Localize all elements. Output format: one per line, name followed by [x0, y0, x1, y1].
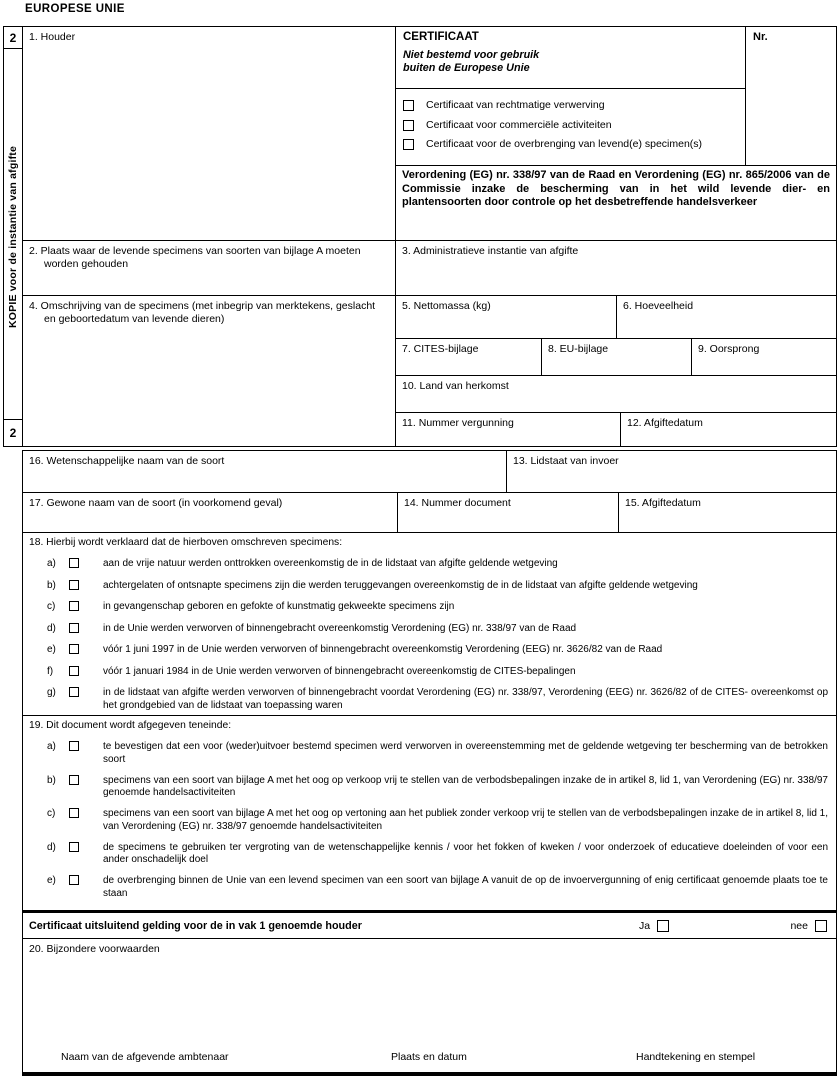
box-9-label: 9. Oorsprong: [698, 343, 760, 355]
box-16-wetenschappelijke-naam: [23, 451, 507, 492]
box-8-eu-bijlage: [542, 339, 692, 375]
page-title: EUROPESE UNIE: [25, 3, 125, 15]
s19-a-text: te bevestigen dat een voor (weder)uitvoer bestemd specimen werd verworven in overeenstemming met de geldende wetgeving ter bescherming van de betrokken soort: [103, 741, 828, 765]
s18-e-letter: e): [47, 644, 56, 655]
copy-destination-label: KOPIE voor de instantie van afgifte: [7, 145, 19, 328]
box-7-cites-bijlage: [396, 339, 542, 375]
row-bijlagen-oorsprong: [396, 339, 836, 376]
s19-item-b: [29, 775, 830, 800]
box-7-label: 7. CITES-bijlage: [402, 343, 479, 355]
box-13-lidstaat-van-invoer: [507, 451, 836, 492]
s19-b-checkbox[interactable]: [69, 775, 79, 785]
s19-b-text: specimens van een soort van bijlage A met het oog op verkoop vrij te stellen van de verbodsbepalingen inzake de in artikel 8, lid 1, van Verordening (EG) nr. 338/97 genoemde handelsactiviteiten: [103, 774, 828, 798]
certificaat-title-and-types: [396, 27, 746, 165]
s19-d-letter: d): [47, 841, 56, 853]
cert-type-option-2: [401, 119, 738, 132]
box-11-label: 11. Nummer vergunning: [402, 417, 514, 429]
box-2-label: 2. Plaats waar de levende specimens van soorten van bijlage A moeten worden gehouden: [29, 245, 361, 270]
s19-d-checkbox-cell: [69, 842, 103, 867]
certificaat-subtitle-line2: buiten de Europese Unie: [403, 62, 530, 74]
box-14-nummer-document: [398, 493, 619, 532]
exclusivity-no-group: [790, 913, 827, 938]
upper-main-area: [23, 27, 836, 446]
s19-a-checkbox-cell: [69, 741, 103, 766]
s18-f-text: vóór 1 januari 1984 in de Unie werden verworven of binnengebracht overeenkomstig de CITES-bepalingen: [103, 665, 576, 677]
signature-place-label: Plaats en datum: [391, 1051, 467, 1063]
s19-c-checkbox-cell: [69, 808, 103, 833]
copy-number-bottom: 2: [4, 419, 22, 446]
s18-item-b: [29, 580, 830, 593]
s19-b-checkbox-cell: [69, 775, 103, 800]
box-8-label: 8. EU-bijlage: [548, 343, 609, 355]
s18-a-text: aan de vrije natuur werden onttrokken overeenkomstig de in de lidstaat van afgifte geldende wetgeving: [103, 558, 558, 569]
section-18-verklaring: [23, 533, 836, 716]
s18-item-c: [29, 601, 830, 614]
row-houder-certificaat: [23, 27, 836, 241]
s19-item-c: [29, 808, 830, 833]
box-17-label: 17. Gewone naam van de soort (in voorkomend geval): [29, 497, 283, 509]
s18-c-text: in gevangenschap geboren en gefokte of kunstmatig gekweekte specimens zijn: [103, 601, 455, 612]
s18-d-letter: d): [47, 622, 56, 634]
box-20-bijzondere-voorwaarden: [23, 939, 836, 1072]
s18-a-checkbox-cell: [69, 558, 103, 571]
row-wetnaam-lidstaat: [23, 451, 836, 493]
certificaat-type-options: [396, 89, 745, 165]
section-18-intro: 18. Hierbij wordt verklaard dat de hierboven omschreven specimens:: [29, 537, 343, 548]
row-gewnaam-document: [23, 493, 836, 533]
s18-c-checkbox[interactable]: [69, 601, 79, 611]
s19-e-checkbox-cell: [69, 875, 103, 900]
s18-item-g: [29, 687, 830, 712]
s18-c-letter: c): [47, 601, 56, 612]
exclusivity-label: Certificaat uitsluitend gelding voor de in vak 1 genoemde houder: [29, 919, 362, 932]
certificaat-header-area: [396, 27, 836, 166]
s18-e-checkbox-cell: [69, 644, 103, 657]
row-nettomassa-hoeveelheid: [396, 296, 836, 339]
s18-item-e: [29, 644, 830, 657]
nr-label: Nr.: [753, 31, 768, 43]
s18-d-checkbox-cell: [69, 623, 103, 636]
certificaat-title-block: [396, 27, 745, 89]
s19-d-checkbox[interactable]: [69, 842, 79, 852]
box-1-houder: [23, 27, 396, 240]
s18-b-text: achtergelaten of ontsnapte specimens zijn die werden teruggevangen overeenkomstig de in de lidstaat van afgifte geldende wetgeving: [103, 579, 698, 591]
s18-g-checkbox-cell: [69, 687, 103, 712]
box-15-label: 15. Afgiftedatum: [625, 497, 701, 509]
cert-type-2-checkbox[interactable]: [403, 120, 414, 131]
s19-item-e: [29, 875, 830, 900]
s19-c-text: specimens van een soort van bijlage A met het oog op vertoning aan het publiek zonder verkoop vrij te stellen van de verbodsbepalingen inzake de in artikel 8, lid 1, van Verordening (EG) nr. 338/97 genoemde handelsactiviteiten: [103, 808, 828, 832]
s18-f-checkbox[interactable]: [69, 666, 79, 676]
copy-sidebar: [4, 27, 23, 446]
s18-g-checkbox[interactable]: [69, 687, 79, 697]
s19-e-letter: e): [47, 875, 56, 886]
box-10-land-van-herkomst: [396, 376, 836, 413]
certificaat-subtitle-line1: Niet bestemd voor gebruik: [403, 49, 540, 61]
no-label: nee: [790, 919, 808, 932]
yes-checkbox[interactable]: [657, 920, 669, 932]
box-1-label: 1. Houder: [29, 31, 76, 43]
box-4-label: 4. Omschrijving van de specimens (met inbegrip van merktekens, geslacht en geboortedatum van levende dieren): [29, 300, 376, 325]
cert-type-1-checkbox[interactable]: [403, 100, 414, 111]
s18-e-checkbox[interactable]: [69, 644, 79, 654]
box-20-label: 20. Bijzondere voorwaarden: [29, 943, 160, 955]
box-4-omschrijving: [23, 296, 396, 446]
s18-d-text: in de Unie werden verworven of binnengebracht overeenkomstig Verordening (EG) nr. 338/97 van de Raad: [103, 622, 577, 634]
s18-b-letter: b): [47, 579, 56, 591]
box-9-oorsprong: [692, 339, 836, 375]
s19-item-d: [29, 842, 830, 867]
s19-b-letter: b): [47, 774, 56, 786]
s18-c-checkbox-cell: [69, 601, 103, 614]
s19-d-text: de specimens te gebruiken ter vergroting van de wetenschappelijke kennis / voor het fokken of kweken / voor onderzoek of educatieve doeleinden of voor een ander onschadelijk doel: [103, 841, 828, 865]
s18-f-checkbox-cell: [69, 666, 103, 679]
certificaat-subtitle: [403, 49, 738, 75]
row-vergunning-afgiftedatum: [396, 413, 836, 446]
s18-b-checkbox[interactable]: [69, 580, 79, 590]
copy-number-top: 2: [4, 27, 22, 49]
exclusivity-row: [23, 913, 836, 939]
exclusivity-yes-group: [639, 913, 669, 938]
upper-form-table: [3, 26, 837, 447]
box-12-label: 12. Afgiftedatum: [627, 417, 703, 429]
box-3-administratieve-instantie: [396, 241, 836, 295]
section-19-intro: 19. Dit document wordt afgegeven teneinde:: [29, 720, 232, 731]
yes-label: Ja: [639, 919, 651, 932]
box-5-label: 5. Nettomassa (kg): [402, 300, 491, 312]
box-2-plaats: [23, 241, 396, 295]
certificaat-title: CERTIFICAAT: [403, 31, 479, 43]
box-14-label: 14. Nummer document: [404, 497, 511, 509]
box-3-label: 3. Administratieve instantie van afgifte: [402, 245, 579, 257]
cert-type-option-3: [401, 138, 738, 151]
cert-type-1-label: Certificaat van rechtmatige verwerving: [426, 99, 605, 111]
box-11-nummer-vergunning: [396, 413, 621, 446]
cert-type-option-1: [401, 99, 738, 112]
box-15-afgiftedatum: [619, 493, 836, 532]
s18-g-letter: g): [47, 687, 56, 698]
cert-type-2-label: Certificaat voor commerciële activiteiten: [426, 118, 612, 131]
row-omschrijving-details: [23, 296, 836, 446]
s18-f-letter: f): [47, 665, 54, 677]
s19-e-checkbox[interactable]: [69, 875, 79, 885]
s18-g-text: in de lidstaat van afgifte werden verworven of binnengebracht voordat Verordening (EG) nr. 338/97, Verordening (EEG) nr. 3626/82 of de CITES- overeenkomst op het grondgebied van de lidstaat van toepassing waren: [103, 687, 828, 711]
row-plaats-admin: [23, 241, 836, 296]
box-12-afgiftedatum: [621, 413, 836, 446]
regulation-statement: Verordening (EG) nr. 338/97 van de Raad en Verordening (EG) nr. 865/2006 van de Commissie inzake de bescherming van in het wild levende dier- en plantensoorten door controle op het desbetreffende handelsverkeer: [402, 169, 830, 208]
box-13-label: 13. Lidstaat van invoer: [513, 455, 619, 467]
box-6-hoeveelheid: [617, 296, 836, 338]
s18-b-checkbox-cell: [69, 580, 103, 593]
s18-item-d: [29, 623, 830, 636]
box-16-label: 16. Wetenschappelijke naam van de soort: [29, 455, 225, 467]
cert-type-3-checkbox[interactable]: [403, 139, 414, 150]
s18-d-checkbox[interactable]: [69, 623, 79, 633]
s19-c-letter: c): [47, 808, 56, 819]
s19-e-text: de overbrenging binnen de Unie van een levend specimen van een soort van bijlage A vanuit de op de invoervergunning of enig certificaat genoemde plaats toe te staan: [103, 875, 828, 899]
signature-name-label: Naam van de afgevende ambtenaar: [61, 1051, 229, 1063]
box-10-label: 10. Land van herkomst: [402, 380, 509, 392]
box-17-gewone-naam: [23, 493, 398, 532]
signature-stamp-label: Handtekening en stempel: [636, 1051, 756, 1063]
s18-e-text: vóór 1 juni 1997 in de Unie werden verworven of binnengebracht overeenkomstig Verordening (EEG) nr. 3626/82 van de Raad: [103, 644, 663, 655]
box-nr: [746, 27, 836, 165]
box-6-label: 6. Hoeveelheid: [623, 300, 694, 312]
certificaat-block: [396, 27, 836, 240]
cert-type-3-label: Certificaat voor de overbrenging van levend(e) specimen(s): [426, 138, 703, 150]
s19-a-checkbox[interactable]: [69, 741, 79, 751]
s19-a-letter: a): [47, 741, 56, 752]
box-5-nettomassa: [396, 296, 617, 338]
s18-item-f: [29, 666, 830, 679]
s18-item-a: [29, 558, 830, 571]
s19-c-checkbox[interactable]: [69, 808, 79, 818]
no-checkbox[interactable]: [815, 920, 827, 932]
signature-row: [23, 1051, 836, 1064]
s19-item-a: [29, 741, 830, 766]
s18-a-checkbox[interactable]: [69, 558, 79, 568]
s18-a-letter: a): [47, 558, 56, 569]
detail-grid: [396, 296, 836, 446]
section-19-doel: [23, 716, 836, 913]
lower-form-table: [22, 450, 837, 1076]
